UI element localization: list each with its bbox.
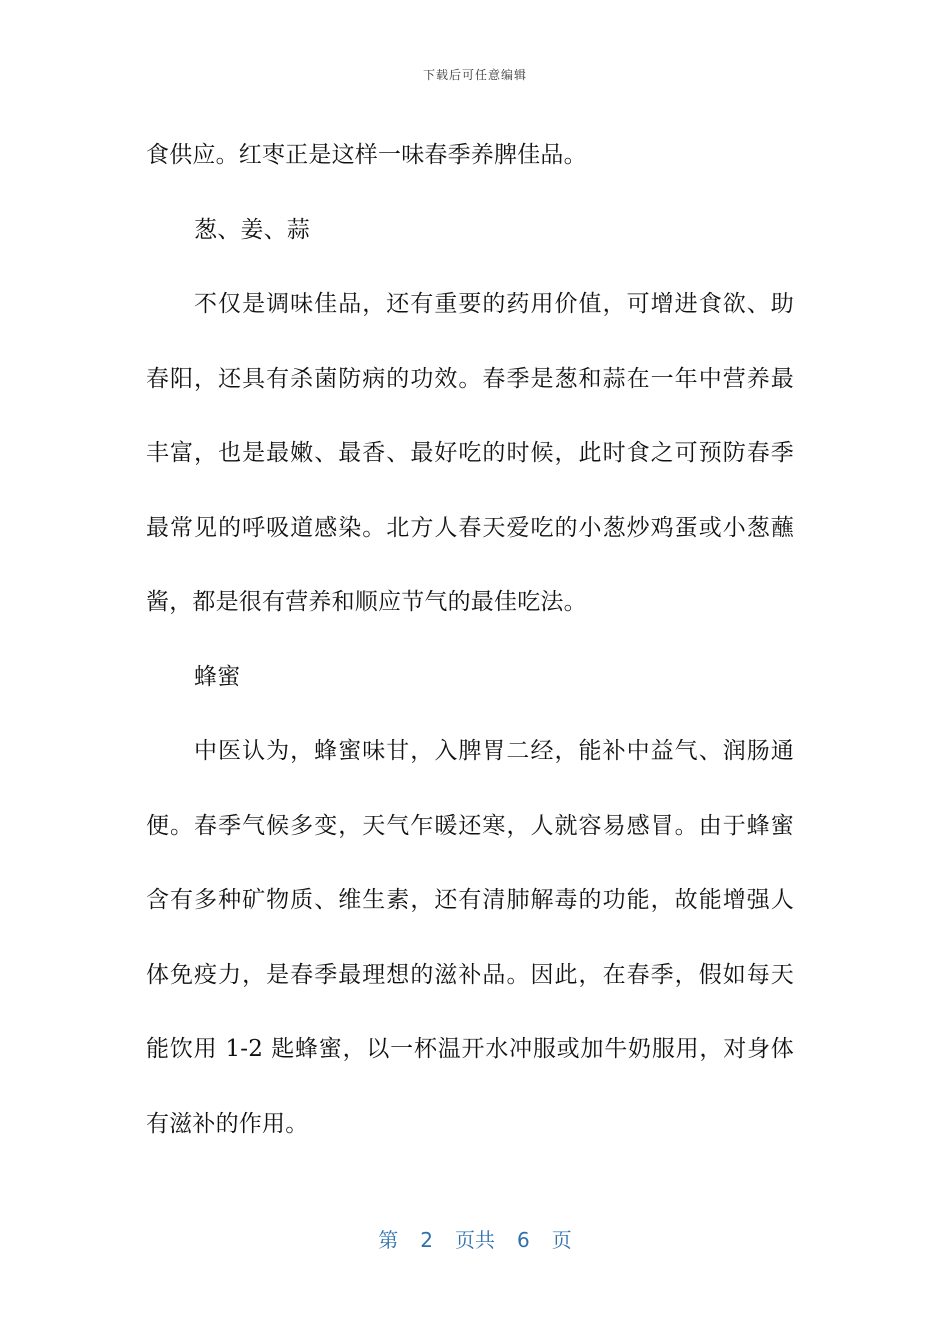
footer-prefix: 第: [378, 1228, 399, 1252]
paragraph-line: 食供应。红枣正是这样一味春季养脾佳品。: [146, 142, 587, 168]
paragraph-line: 含有多种矿物质、维生素，还有清肺解毒的功能，故能增强人: [146, 887, 794, 913]
paragraph-line: 能饮用 1-2 匙蜂蜜，以一杯温开水冲服或加牛奶服用，对身体: [146, 1036, 794, 1062]
header-note: 下载后可任意编辑: [422, 68, 527, 82]
footer-suffix: 页: [551, 1228, 572, 1252]
body-text: [146, 118, 794, 1161]
paragraph-line: 不仅是调味佳品，还有重要的药用价值，可增进食欲、助: [194, 291, 794, 317]
footer-middle: 页共: [455, 1228, 495, 1252]
paragraph-line: 中医认为，蜂蜜味甘，入脾胃二经，能补中益气、润肠通: [194, 738, 794, 764]
paragraph-line: 酱，都是很有营养和顺应节气的最佳吃法。: [146, 589, 587, 615]
footer-total-pages: 6: [517, 1228, 530, 1252]
paragraph-line: 蜂蜜: [194, 663, 241, 690]
paragraph-line: 体免疫力，是春季最理想的滋补品。因此，在春季，假如每天: [146, 961, 794, 988]
paragraph-line: 有滋补的作用。: [146, 1110, 309, 1137]
paragraph-line: 最常见的呼吸道感染。北方人春天爱吃的小葱炒鸡蛋或小葱蘸: [146, 514, 794, 541]
footer-page-number: 2: [420, 1228, 433, 1252]
paragraph-line: 葱、姜、蒜: [194, 216, 310, 243]
paragraph-line: 春阳，还具有杀菌防病的功效。春季是葱和蒜在一年中营养最: [146, 365, 794, 392]
page-footer: [0, 1224, 950, 1253]
paragraph-line: 丰富，也是最嫩、最香、最好吃的时候，此时食之可预防春季: [146, 440, 794, 466]
paragraph-line: 便。春季气候多变，天气乍暖还寒，人就容易感冒。由于蜂蜜: [146, 812, 794, 839]
